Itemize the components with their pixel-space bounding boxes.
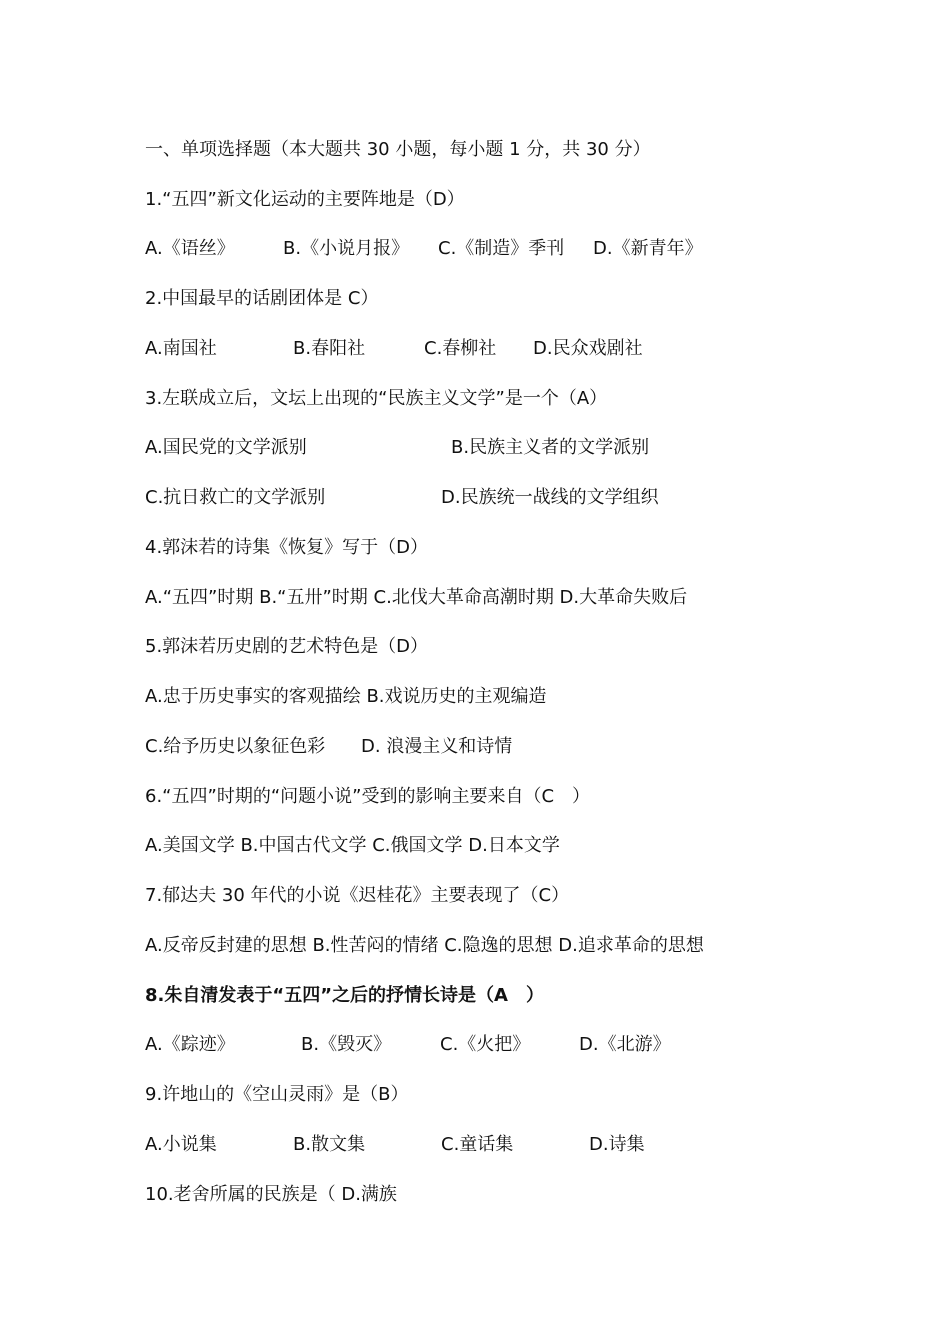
option-d: D. 浪漫主义和诗情 [361,736,513,757]
question-8-stem: 8.朱自清发表于“五四”之后的抒情长诗是（A ） [145,985,544,1006]
question-5-stem: 5.郭沫若历史剧的艺术特色是（D） [145,636,429,657]
option-c: C.《火把》 [440,1034,531,1055]
question-4-options: A.“五四”时期 B.“五卅”时期 C.北伐大革命高潮时期 D.大革命失败后 [145,587,688,608]
question-6-options: A.美国文学 B.中国古代文学 C.俄国文学 D.日本文学 [145,835,560,856]
option-d: D.《北游》 [579,1034,671,1055]
question-4-stem: 4.郭沫若的诗集《恢复》写于（D） [145,537,429,558]
question-8-options [145,1030,845,1060]
option-b: B.《小说月报》 [283,238,410,259]
option-a: A.小说集 [145,1134,217,1155]
option-d: D.民众戏剧社 [533,338,643,359]
option-b: B.民族主义者的文学派别 [451,437,650,458]
option-d: D.《新青年》 [593,238,703,259]
question-7-options: A.反帝反封建的思想 B.性苦闷的情绪 C.隐逸的思想 D.追求革命的思想 [145,935,704,956]
question-5-options-row-1: A.忠于历史事实的客观描绘 B.戏说历史的主观编造 [145,686,547,707]
question-9-options [145,1130,845,1160]
option-a: A.国民党的文学派别 [145,437,307,458]
question-3-stem: 3.左联成立后，文坛上出现的“民族主义文学”是一个（A） [145,388,608,409]
question-5-options-row-2 [145,732,845,762]
question-2-options [145,334,845,364]
question-3-options-row-2 [145,483,845,513]
option-d: D.民族统一战线的文学组织 [441,487,659,508]
question-3-options-row-1 [145,433,845,463]
option-c: C.春柳社 [424,338,497,359]
question-2-stem: 2.中国最早的话剧团体是 C） [145,288,379,309]
option-d: D.诗集 [589,1134,645,1155]
option-c: C.给予历史以象征色彩 [145,736,326,757]
question-6-stem: 6.“五四”时期的“问题小说”受到的影响主要来自（C ） [145,786,591,807]
option-c: C.抗日救亡的文学派别 [145,487,326,508]
option-a: A.《踪迹》 [145,1034,235,1055]
question-9-stem: 9.许地山的《空山灵雨》是（B） [145,1084,409,1105]
question-1-options [145,234,845,264]
option-c: C.《制造》季刊 [438,238,565,259]
option-a: A.《语丝》 [145,238,235,259]
option-a: A.南国社 [145,338,217,359]
option-b: B.春阳社 [293,338,366,359]
section-title: 一、单项选择题（本大题共 30 小题，每小题 1 分，共 30 分） [145,139,651,160]
option-b: B.散文集 [293,1134,366,1155]
option-b: B.《毁灭》 [301,1034,392,1055]
option-c: C.童话集 [441,1134,514,1155]
question-1-stem: 1.“五四”新文化运动的主要阵地是（D） [145,189,465,210]
question-10-stem: 10.老舍所属的民族是（ D.满族 [145,1184,397,1205]
question-7-stem: 7.郁达夫 30 年代的小说《迟桂花》主要表现了（C） [145,885,570,906]
